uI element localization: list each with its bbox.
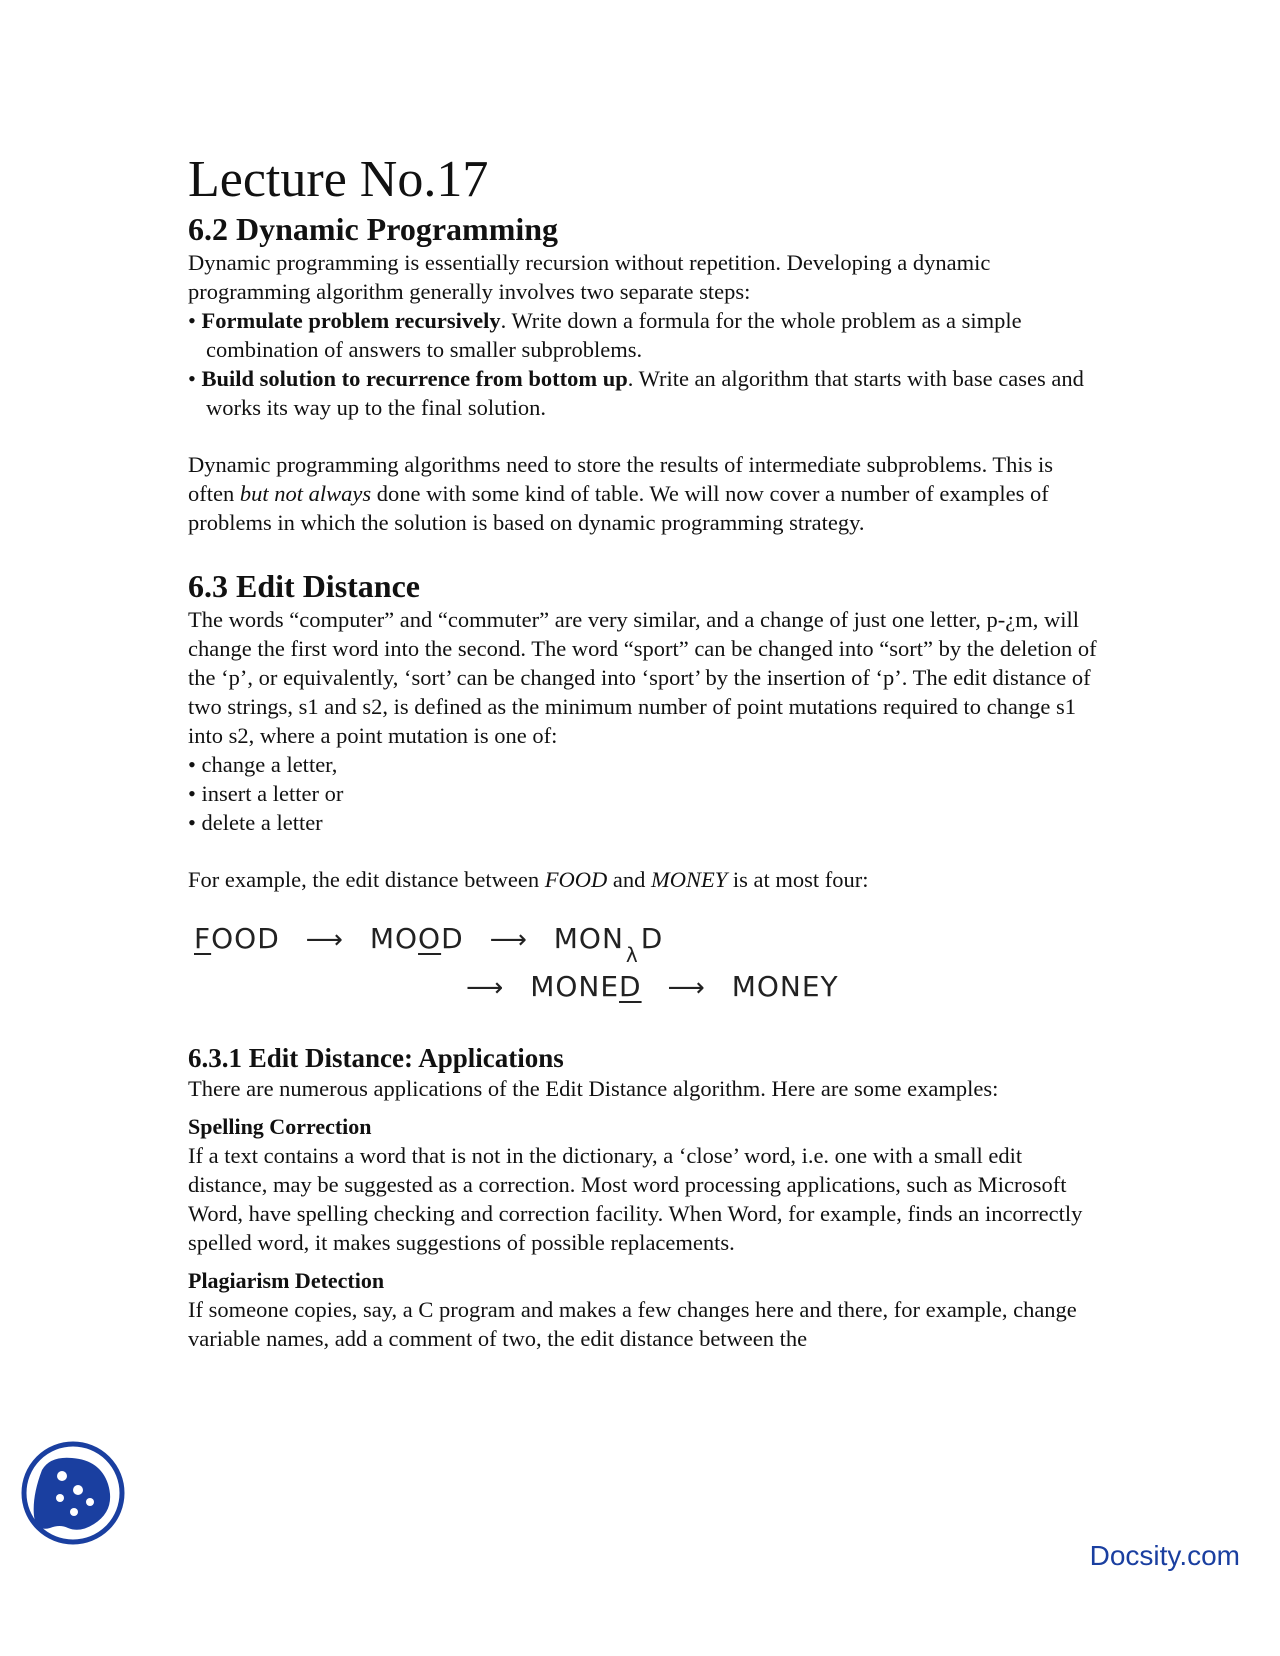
dp-step-2-title: Build solution to recurrence from bottom up (201, 366, 628, 391)
document-page (188, 150, 1098, 1353)
edit-sequence-line-1 (194, 922, 664, 967)
section-6-3-paragraph: The words “computer” and “commuter” are very similar, and a change of just one letter, p-¿m, will change the first word into the second. The word “sport” can be changed into “sort” by the deletion of the ‘p’, or equivalently, ‘sort’ can be changed into ‘sport’ by the insertion of ‘p’. The edit distance of two strings, s1 and s2, is defined as the minimum number of point mutations required to change s1 into s2, where a point mutation is one of: (188, 607, 1097, 748)
mutation-op: • change a letter, (188, 752, 338, 777)
arrow-icon: ⟶ (667, 973, 706, 1003)
mutation-ops-list (188, 750, 1098, 837)
word-mood: MOOD (369, 922, 464, 955)
word-moned: MONED (530, 970, 642, 1003)
edit-sequence-figure (188, 922, 1098, 1032)
spelling-correction-heading: Spelling Correction (188, 1114, 372, 1139)
dp-steps-list (188, 306, 1098, 422)
arrow-icon: ⟶ (305, 925, 344, 955)
dp-step-1: • Formulate problem recursively. Write down a formula for the whole problem as a simple combination of answers to smaller subproblems. (188, 308, 1022, 362)
docsity-logo-icon[interactable] (20, 1440, 126, 1546)
section-6-2-paragraph-2: Dynamic programming algorithms need to store the results of intermediate subproblems. This is often but not always done with some kind of table. We will now cover a number of examples of problems in which the solution is based on dynamic programming strategy. (188, 452, 1054, 535)
mutation-op: • delete a letter (188, 810, 323, 835)
spelling-correction-text: If a text contains a word that is not in the dictionary, a ‘close’ word, i.e. one with a small edit distance, may be suggested as a correction. Most word processing applications, such as Microsoft Word, have spelling checking and correction facility. When Word, for example, finds an incorrectly spelled word, it makes suggestions of possible replacements. (188, 1143, 1083, 1255)
word-money: MONEY (731, 970, 839, 1003)
docsity-brand-link[interactable]: Docsity.com (1089, 1540, 1240, 1571)
arrow-icon: ⟶ (489, 925, 528, 955)
lecture-title: Lecture No.17 (188, 151, 489, 208)
edit-distance-example: For example, the edit distance between FOOD and MONEY is at most four: (188, 867, 869, 892)
section-heading-6-2: 6.2 Dynamic Programming (188, 211, 559, 247)
word-mon-d: MON λD (553, 922, 664, 967)
section-6-2-intro: Dynamic programming is essentially recursion without repetition. Developing a dynamic programming algorithm generally involves two separate steps: (188, 250, 991, 304)
plagiarism-detection-heading: Plagiarism Detection (188, 1268, 385, 1293)
plagiarism-detection-text: If someone copies, say, a C program and makes a few changes here and there, for example, change variable names, add a comment of two, the edit distance between the (188, 1297, 1077, 1351)
mutation-op: • insert a letter or (188, 781, 344, 806)
word-food: FOOD (194, 922, 280, 955)
arrow-icon: ⟶ (466, 973, 505, 1003)
dp-step-1-title: Formulate problem recursively (201, 308, 501, 333)
section-6-3-1-intro: There are numerous applications of the Edit Distance algorithm. Here are some examples: (188, 1076, 999, 1101)
edit-sequence-line-2 (450, 970, 839, 1003)
section-heading-6-3: 6.3 Edit Distance (188, 568, 420, 604)
dp-step-2: • Build solution to recurrence from bottom up. Write an algorithm that starts with base cases and works its way up to the final solution. (188, 366, 1084, 420)
section-heading-6-3-1: 6.3.1 Edit Distance: Applications (188, 1043, 564, 1073)
